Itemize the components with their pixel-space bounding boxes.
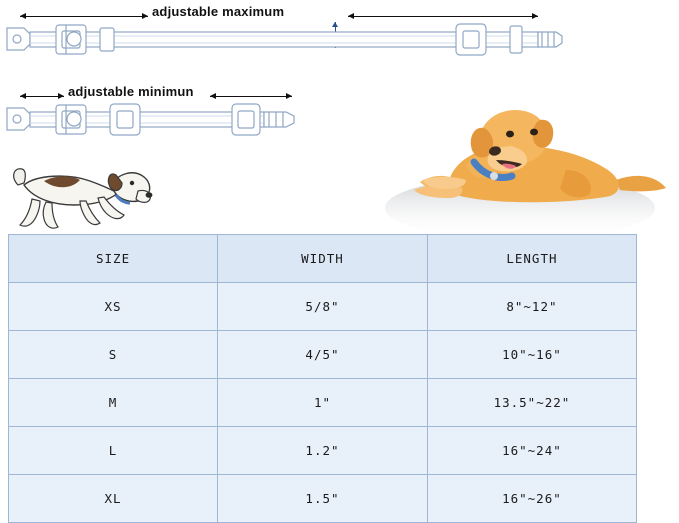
- table-row: [9, 427, 637, 475]
- size-table: [8, 234, 637, 523]
- running-dog-illustration: [8, 155, 156, 233]
- adjustable-minimum-label: adjustable minimun: [68, 84, 194, 99]
- column-header-size: SIZE: [9, 235, 218, 283]
- cell-length: 8"~12": [427, 283, 636, 331]
- cell-size: XL: [9, 475, 218, 523]
- cell-size: L: [9, 427, 218, 475]
- adjustable-maximum-label: adjustable maximum: [152, 4, 285, 19]
- column-header-length: LENGTH: [427, 235, 636, 283]
- cell-size: XS: [9, 283, 218, 331]
- cell-size: S: [9, 331, 218, 379]
- cell-length: 16"~24": [427, 427, 636, 475]
- collar-diagram-minimum: [4, 86, 304, 148]
- table-row: [9, 475, 637, 523]
- cell-width: 5/8": [218, 283, 428, 331]
- cell-length: 10"~16": [427, 331, 636, 379]
- cell-width: 1.2": [218, 427, 428, 475]
- cell-width: 1.5": [218, 475, 428, 523]
- table-header-row: [9, 235, 637, 283]
- lying-golden-retriever-illustration: [370, 96, 670, 246]
- cell-length: 13.5"~22": [427, 379, 636, 427]
- column-header-width: WIDTH: [218, 235, 428, 283]
- table-row: [9, 283, 637, 331]
- cell-width: 1": [218, 379, 428, 427]
- collar-diagram-maximum: [4, 6, 564, 68]
- table-row: [9, 331, 637, 379]
- cell-size: M: [9, 379, 218, 427]
- cell-length: 16"~26": [427, 475, 636, 523]
- table-row: [9, 379, 637, 427]
- cell-width: 4/5": [218, 331, 428, 379]
